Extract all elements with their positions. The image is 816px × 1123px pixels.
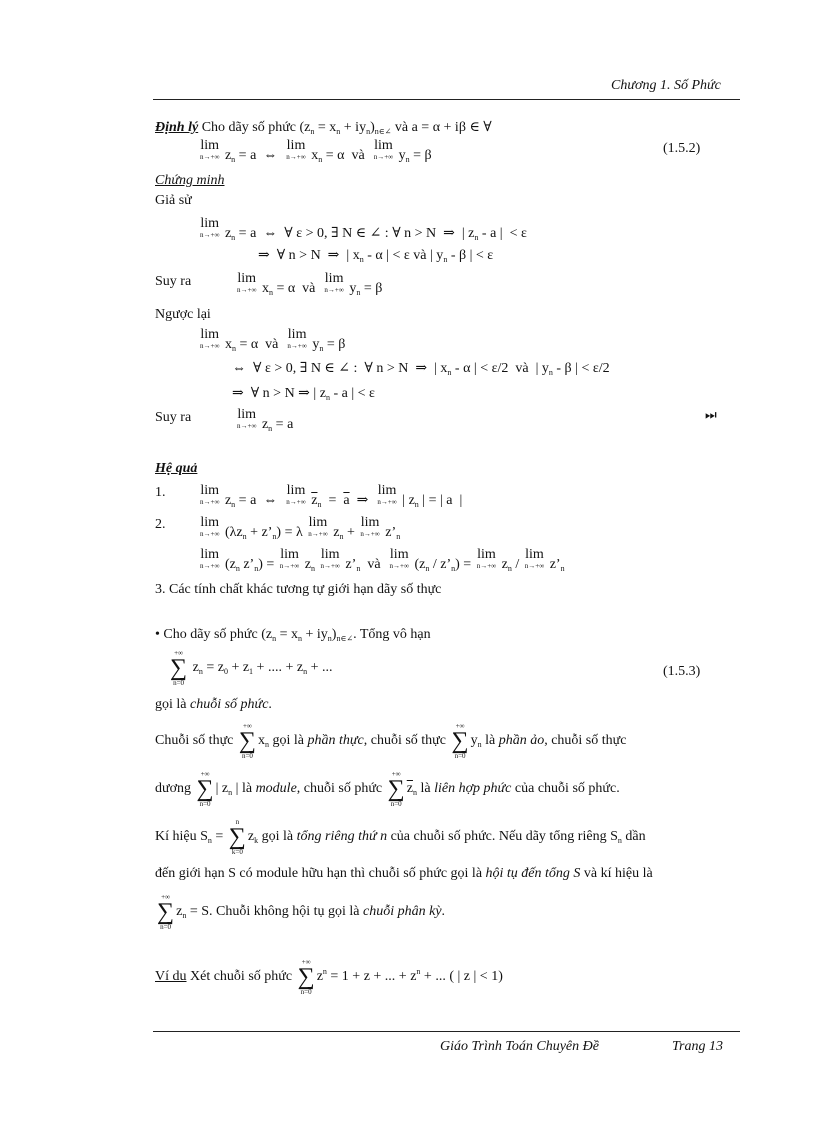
module-line: dương +∞ ∑ n=0 | $z_n$ | là module, chuỗi số phức +∞ ∑ n=0 $\overline{z}_n$ là liên hợp phức của chuỗi số phức.: [155, 770, 620, 808]
eq-number-153: (1.5.3): [663, 664, 701, 679]
sum-S-line: +∞ ∑ n=0 $z_n = S$. Chuỗi không hội tụ gọi là chuỗi phân kỳ.: [157, 893, 446, 931]
assume-label: Giả sử: [155, 193, 192, 208]
eq-number-152: (1.5.2): [663, 141, 701, 156]
example-label: Ví du: [155, 969, 187, 985]
footer-page: Trang 13: [672, 1039, 723, 1054]
theorem-text: Cho dãy số phức $(z_n = x_n + iy_n)_{n\in\angle}$ và a = α + iβ ∈ ∀: [201, 120, 492, 136]
corollary-item-2b: lim n→+∞ ($z_n$ $z’_n$) = lim n→+∞ $z_n$ lim n→+∞ $z’_n$ và lim n→+∞ ($z_n$ / $z’_n$) = lim n→+∞ $z_n$ / lim n→+∞ $z’_n$: [200, 547, 565, 573]
suy-ra-1: Suy ra: [155, 274, 192, 289]
proof-label: Chứng minh: [155, 173, 225, 188]
corollary-item-1-num: 1.: [155, 485, 166, 500]
suy-ra-2-formula: lim n→+∞ $z_n = a$: [237, 407, 294, 433]
header-rule: [153, 99, 740, 100]
example-line: Ví du Xét chuỗi số phức +∞ ∑ n=0 $z^n = 1 + z$ + ... + $z^n$ + ... ( | z | < 1): [155, 958, 503, 996]
corollary-item-1: lim n→+∞ $z_n = a$ ⇔ lim n→+∞ $\overline{z}_n = \overline{a}$ ⇒ lim n→+∞ | $z_n$ | = | a |: [200, 483, 463, 509]
proof-line-2: ⇒ ∀ n > N ⇒ | $x_n$ - α | < ε và | $y_n$ - β | < ε: [258, 248, 494, 264]
converse-line-2: ⇒ ∀ n > N ⇒ | $z_n$ - a | < ε: [232, 386, 375, 402]
theorem-line: [155, 119, 492, 136]
converse-formula: lim n→+∞ $x_n = \alpha$ và lim n→+∞ $y_n = \beta$: [200, 327, 346, 353]
suy-ra-1-formula: lim n→+∞ $x_n = \alpha$ và lim n→+∞ $y_n = \beta$: [237, 271, 383, 297]
series-intro: • Cho dãy số phức $(z_n = x_n + iy_n)_{n\in\angle}$. Tổng vô hạn: [155, 627, 431, 643]
converse-line-1: ⇔ ∀ ε > 0, ∃ N ∈ ∠ : ∀ n > N ⇒ | $x_n$ - α | < ε/2 và | $y_n$ - β | < ε/2: [232, 361, 610, 377]
suy-ra-2: Suy ra: [155, 410, 192, 425]
footer-rule: [153, 1031, 740, 1032]
real-imag-line: Chuỗi số thực +∞ ∑ n=0 $x_n$ gọi là phần thực, chuỗi số thực +∞ ∑ n=0 $y_n$ là phần ảo, chuỗi số thực: [155, 722, 627, 760]
chapter-header: Chương 1. Số Phức: [611, 78, 721, 93]
convergence-line: đến giới hạn S có module hữu hạn thì chuỗi số phức gọi là hội tụ đến tổng S và kí hiệu là: [155, 866, 653, 881]
corollary-item-3: 3. Các tính chất khác tương tự giới hạn dãy số thực: [155, 582, 442, 597]
corollary-item-2a: lim n→+∞ ($\lambda z_n$ + $z’_n) = \lambda$ lim n→+∞ $z_n$ + lim n→+∞ $z’_n$: [200, 515, 401, 541]
end-proof-icon: ⏭: [705, 408, 717, 423]
series-called: gọi là chuỗi số phức.: [155, 697, 272, 712]
theorem-formula: lim n→+∞ $z_n = a$ ⇔ lim n→+∞ $x_n = \alpha$ và lim n→+∞ $y_n = \beta$: [200, 138, 432, 164]
footer-book: Giáo Trình Toán Chuyên Đề: [440, 1039, 599, 1054]
series-formula: +∞ ∑ n=0 $z_n = z_0 + z_1$ + .... + $z_n$ + ...: [170, 649, 333, 687]
partial-sum-line: Kí hiệu $S_n$ = n ∑ k=0 $z_k$ gọi là tổng riêng thứ n của chuỗi số phức. Nếu dãy tổng riêng $S_n$ dần: [155, 818, 646, 856]
corollary-item-2-num: 2.: [155, 517, 166, 532]
corollary-label: Hệ quả: [155, 461, 198, 476]
converse-label: Ngược lại: [155, 307, 211, 322]
proof-line-1: lim n→+∞ $z_n = a$ ⇔ ∀ ε > 0, ∃ N ∈ ∠ : ∀ n > N ⇒ | $z_n$ - a | < ε: [200, 216, 527, 242]
theorem-label: Định lý: [155, 120, 199, 135]
